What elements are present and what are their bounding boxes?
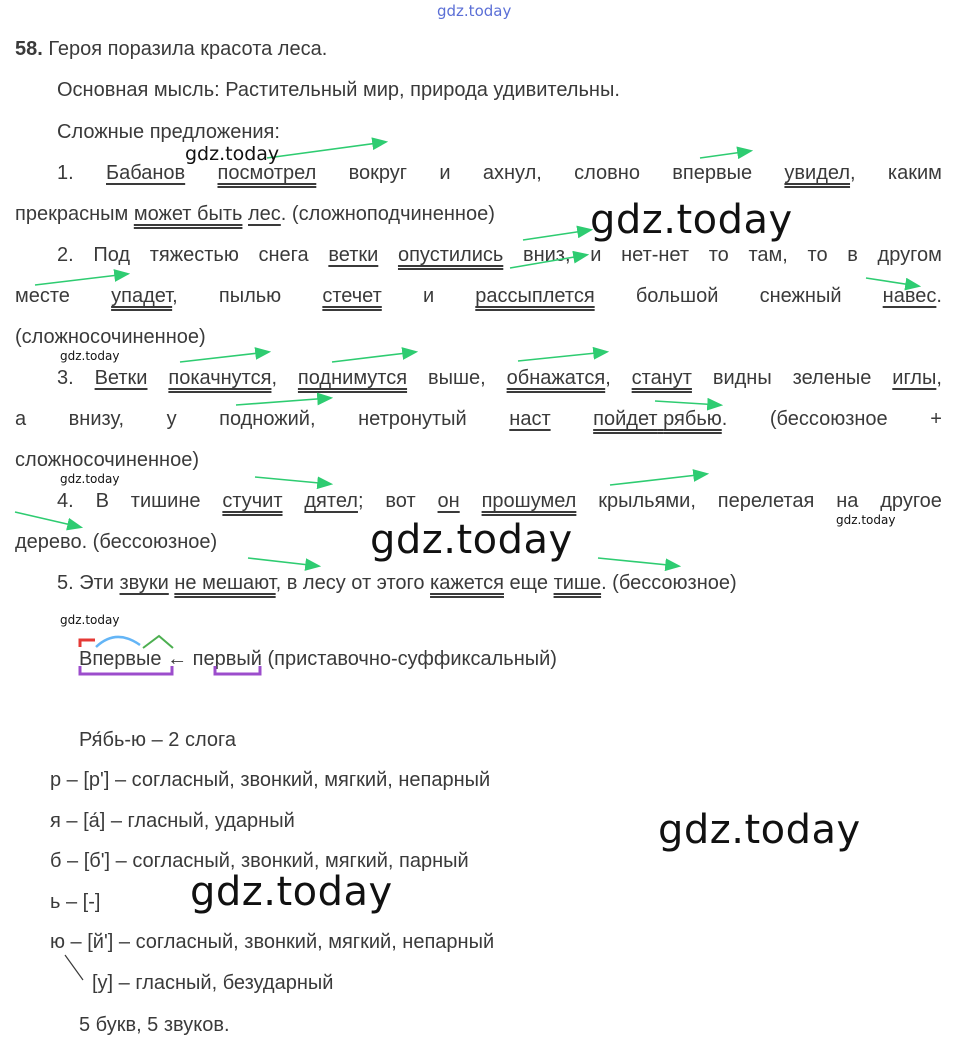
s4-word: крыльями,	[598, 490, 696, 512]
s3-word: выше,	[427, 367, 486, 389]
watermark: gdz.today	[590, 197, 793, 243]
s3-word: а	[15, 408, 27, 430]
morph-base-word: первый	[192, 648, 262, 670]
green-arrow	[236, 398, 330, 405]
s2-number: 2.	[57, 244, 74, 266]
s2-word: пылью	[218, 285, 282, 307]
green-arrow	[598, 558, 678, 566]
green-arrow	[610, 474, 706, 485]
s4-word: В	[95, 490, 109, 512]
morph-arrow: ←	[167, 648, 188, 670]
sentence-3-line-1	[57, 366, 942, 390]
s1-word: каким	[887, 162, 942, 184]
s4-number: 4.	[57, 490, 74, 512]
s1-predicate-3: может быть	[133, 203, 243, 225]
s2-word: снежный	[759, 285, 842, 307]
watermark: gdz.today	[185, 143, 280, 165]
s2-word: и	[422, 285, 435, 307]
s3-word: зеленые	[792, 367, 872, 389]
s3-word: видны	[712, 367, 772, 389]
s3-word: подножий,	[219, 408, 316, 430]
s1-type: . (сложноподчиненное)	[280, 203, 495, 225]
s3-predicate: покачнутся	[168, 367, 272, 389]
prefix-mark	[80, 640, 95, 647]
sentence-4-line-1	[57, 489, 942, 513]
watermark-top: gdz.today	[437, 2, 512, 20]
s5-text: , в лесу от этого	[275, 572, 431, 594]
s4-word: другое	[880, 490, 942, 512]
root-mark	[96, 637, 140, 647]
green-arrow	[700, 151, 750, 158]
green-arrow	[267, 142, 385, 158]
watermark: gdz.today	[60, 349, 120, 363]
complex-sentences-title: Сложные предложения:	[57, 121, 280, 143]
phonetic-row: р – [р'] – согласный, звонкий, мягкий, непарный	[50, 769, 491, 791]
s2-word: Под	[93, 244, 131, 266]
s2-punct: ,	[172, 285, 178, 307]
s5-predicate: не мешают	[174, 572, 276, 594]
green-arrow	[332, 352, 415, 362]
s2-word: нет-нет	[621, 244, 690, 266]
s1-punct: ,	[850, 162, 856, 184]
green-arrow	[255, 477, 330, 484]
s2-word: там,	[748, 244, 788, 266]
phonetic-word: Ря́бь-ю – 2 слога	[79, 729, 236, 751]
s4-subject-2: он	[437, 490, 460, 512]
watermark: gdz.today	[60, 613, 120, 627]
branch-line	[65, 955, 83, 980]
s3-predicate-5: пойдет рябью	[593, 408, 722, 430]
morph-type: (приставочно-суффиксальный)	[267, 648, 557, 670]
sentence-3-line-2	[15, 407, 942, 431]
s2-word: большой	[635, 285, 719, 307]
sentence-5	[57, 571, 737, 595]
sentence-4-line-2: дерево. (бессоюзное)	[15, 531, 218, 553]
watermark: gdz.today	[60, 472, 120, 486]
sentence-3-type: сложносочиненное)	[15, 449, 200, 471]
s2-word: вниз,	[522, 244, 571, 266]
s3-punct: ,	[936, 367, 942, 389]
s3-predicate-group	[168, 366, 277, 390]
phonetic-summary: 5 букв, 5 звуков.	[79, 1014, 230, 1036]
s3-word: (бессоюзное	[769, 408, 888, 430]
s3-word: нетронутый	[358, 408, 467, 430]
s1-predicate-group	[784, 161, 855, 185]
s1-word: и	[439, 162, 451, 184]
s2-word: месте	[15, 285, 70, 307]
watermark: gdz.today	[658, 807, 861, 853]
green-arrow	[655, 401, 720, 405]
s3-word: +	[930, 408, 942, 430]
watermark: gdz.today	[190, 869, 393, 915]
s2-subject: ветки	[328, 244, 379, 266]
sentence-2-line-1	[57, 243, 942, 267]
s2-word: тяжестью	[149, 244, 239, 266]
s2-predicate-group	[111, 284, 178, 308]
watermark: gdz.today	[370, 517, 573, 563]
s3-predicate-3: обнажатся	[506, 367, 606, 389]
s2-predicate-2: упадет	[111, 285, 173, 307]
s5-type: . (бессоюзное)	[601, 572, 737, 594]
exercise-number: 58.	[15, 38, 43, 60]
s2-word: то	[708, 244, 729, 266]
s1-word: вокруг	[348, 162, 408, 184]
green-arrow	[248, 558, 318, 566]
s3-punct: ,	[605, 367, 611, 389]
sentence-2-type: (сложносочиненное)	[15, 326, 206, 348]
s1-subject: Бабанов	[106, 162, 186, 184]
s3-punct: .	[721, 408, 728, 430]
phonetic-row: [у] – гласный, безударный	[92, 972, 334, 994]
s1-predicate-2: увидел	[784, 162, 851, 184]
s4-subject: дятел	[304, 490, 358, 512]
s2-word: и	[590, 244, 602, 266]
s3-predicate-4: станут	[631, 367, 692, 389]
exercise-heading	[15, 37, 327, 61]
s3-word: у	[166, 408, 177, 430]
exercise-title: Героя поразила красота леса.	[48, 38, 328, 60]
s4-predicate-2: прошумел	[481, 490, 577, 512]
s3-subject-group	[892, 366, 942, 390]
s1-predicate: посмотрел	[217, 162, 317, 184]
s5-text: еще	[503, 572, 554, 594]
s2-word: снега	[258, 244, 309, 266]
s2-word: другом	[877, 244, 942, 266]
s2-predicate-3: стечет	[322, 285, 382, 307]
green-arrow	[15, 512, 80, 527]
s5-text: Эти	[73, 572, 120, 594]
main-idea: Основная мысль: Растительный мир, природа удивительны.	[57, 79, 620, 101]
watermark: gdz.today	[836, 513, 896, 527]
s1-number: 1.	[57, 162, 74, 184]
phonetic-row: ь – [-]	[50, 891, 101, 913]
s4-predicate: стучит	[222, 490, 283, 512]
sentence-2-line-2	[15, 284, 942, 308]
morph-word: Впервые	[79, 648, 162, 670]
s5-number: 5.	[57, 572, 74, 594]
s4-subject-group	[304, 489, 363, 513]
s5-predicate-3: тише	[553, 572, 602, 594]
green-arrow	[518, 352, 606, 361]
s1-subject-2: лес	[248, 203, 281, 225]
s4-word: на	[836, 490, 859, 512]
s1-word: ахнул,	[482, 162, 542, 184]
phonetic-row: ю – [й'] – согласный, звонкий, мягкий, непарный	[50, 931, 495, 953]
s3-subject: Ветки	[94, 367, 148, 389]
s3-subject-3: наст	[509, 408, 551, 430]
s3-punct: ,	[271, 367, 278, 389]
s4-word: вот	[385, 490, 416, 512]
s3-number: 3.	[57, 367, 74, 389]
s3-predicate-group	[507, 366, 611, 390]
s2-subject-2: навес	[882, 285, 937, 307]
s4-punct: ;	[357, 490, 364, 512]
s5-predicate-2: кажется	[430, 572, 504, 594]
s2-subject-group	[883, 284, 942, 308]
s3-word: внизу,	[68, 408, 125, 430]
phonetic-row: я – [а́] – гласный, ударный	[50, 810, 295, 832]
s3-subject-2: иглы	[892, 367, 937, 389]
s1-word: впервые	[672, 162, 753, 184]
s2-word: то	[807, 244, 828, 266]
s1-text: прекрасным	[15, 203, 134, 225]
morph-analysis	[79, 647, 557, 671]
sentence-1-line-2	[15, 202, 495, 226]
s1-word: словно	[574, 162, 640, 184]
s2-punct: .	[936, 285, 942, 307]
phonetic-row: б – [б'] – согласный, звонкий, мягкий, парный	[50, 850, 469, 872]
green-arrow	[180, 352, 268, 362]
green-arrow	[523, 230, 590, 240]
s5-subject: звуки	[119, 572, 169, 594]
s2-word: в	[847, 244, 858, 266]
s4-word: перелетая	[717, 490, 815, 512]
s3-predicate-2: поднимутся	[297, 367, 408, 389]
s3-predicate-group	[593, 407, 727, 431]
s4-word: тишине	[130, 490, 201, 512]
s2-predicate: опустились	[397, 244, 504, 266]
s2-predicate-4: рассыплется	[475, 285, 595, 307]
